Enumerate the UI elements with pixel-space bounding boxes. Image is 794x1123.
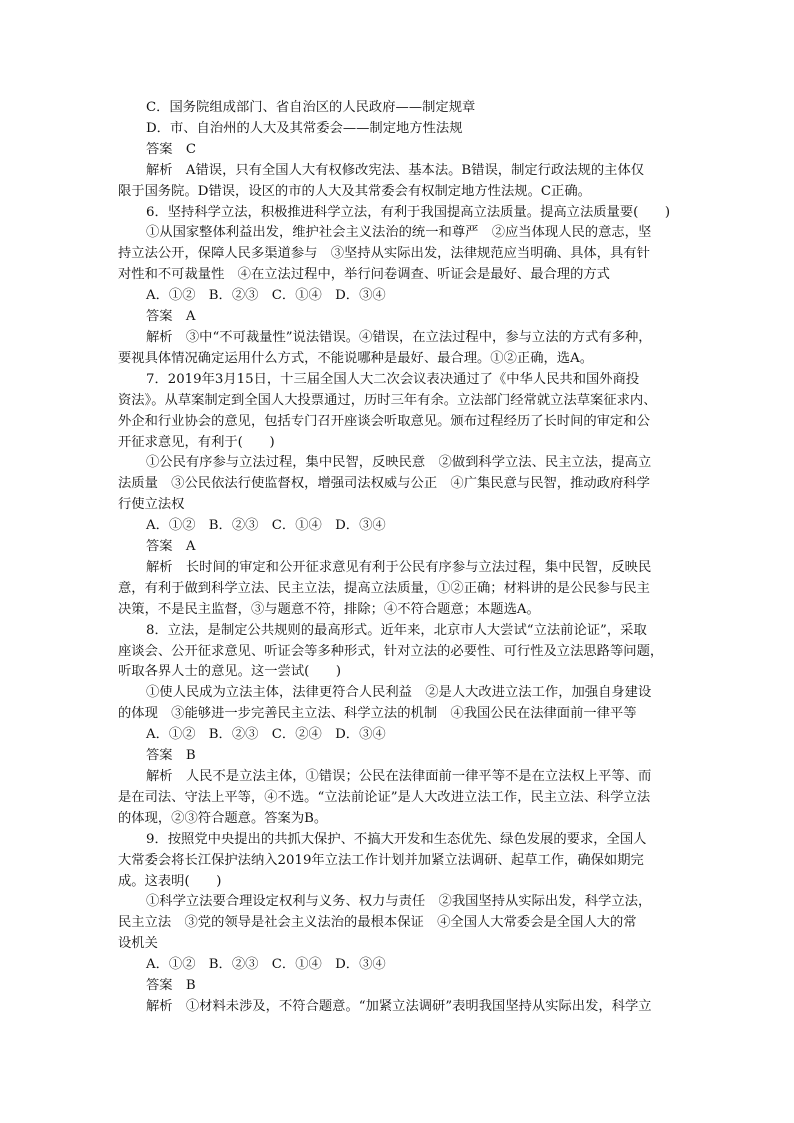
- question-7-statements: 行使立法权: [118, 497, 185, 513]
- question-7-options: A．①② B．②③ C．①④ D．③④: [146, 518, 386, 534]
- question-8-stem: 座谈会、公开征求意见、听证会等多种形式，针对立法的必要性、可行性及立法思路等问题，: [118, 643, 664, 659]
- question-7-analysis: 意，有利于做到科学立法、民主立法，提高立法质量，①②正确；材料讲的是公民参与民主: [118, 580, 650, 596]
- question-7-stem: 7．2019年3月15日，十三届全国人大二次会议表决通过了《中华人民共和国外商投: [146, 371, 640, 387]
- question-8-statements: 的体现 ③能够进一步完善民主立法、科学立法的机制 ④我国公民在法律面前一律平等: [118, 706, 637, 722]
- question-7-stem: 资法》。从草案制定到全国人大投票通过，历时三年有余。立法部门经常就立法草案征求内、: [118, 392, 657, 408]
- question-6-stem: 6．坚持科学立法，积极推进科学立法，有利于我国提高立法质量。提高立法质量要( ): [146, 204, 671, 220]
- question-9-statements: 民主立法 ③党的领导是社会主义法治的最根本保证 ④全国人大常委会是全国人大的常: [118, 915, 637, 931]
- analysis-line: 解析 A错误，只有全国人大有权修改宪法、基本法。B错误，制定行政法规的主体仅: [146, 162, 645, 178]
- question-9-stem: 9．按照党中央提出的共抓大保护、不搞大开发和生态优先、绿色发展的要求，全国人: [146, 831, 647, 847]
- question-8-statements: ①使人民成为立法主体，法律更符合人民利益 ②是人大改进立法工作，加强自身建设: [146, 685, 652, 701]
- question-9-statements: ①科学立法要合理设定权利与义务、权力与责任 ②我国坚持从实际出发，科学立法，: [146, 894, 652, 910]
- question-7-answer: 答案 A: [146, 539, 196, 555]
- question-8-answer: 答案 B: [146, 748, 196, 764]
- question-9-statements: 设机关: [118, 936, 158, 952]
- question-8-stem: 8．立法，是制定公共规则的最高形式。近年来，北京市人大尝试“立法前论证”，采取: [146, 622, 647, 638]
- question-6-answer: 答案 A: [146, 309, 196, 325]
- option-d: D．市、自治州的人大及其常委会——制定地方性法规: [146, 120, 463, 136]
- document-page: [118, 98, 678, 1018]
- question-7-analysis: 决策，不是民主监督，③与题意不符，排除；④不符合题意；本题选A。: [118, 601, 540, 617]
- question-9-answer: 答案 B: [146, 978, 196, 994]
- question-7-stem: 开征求意见，有利于( ): [118, 434, 275, 450]
- answer-line: 答案 C: [146, 141, 197, 157]
- question-7-statements: ①公民有序参与立法过程，集中民智，反映民意 ②做到科学立法、民主立法，提高立: [146, 455, 652, 471]
- question-8-stem: 听取各界人士的意见。这一尝试( ): [118, 664, 342, 680]
- question-6-statements: 对性和不可裁量性 ④在立法过程中，举行问卷调查、听证会是最好、最合理的方式: [118, 267, 610, 283]
- question-6-analysis: 解析 ③中“不可裁量性”说法错误。④错误，在立法过程中，参与立法的方式有多种，: [146, 329, 652, 345]
- question-8-analysis: 解析 人民不是立法主体，①错误；公民在法律面前一律平等不是在立法权上平等、而: [146, 769, 652, 784]
- question-9-stem: 成。这表明( ): [118, 873, 222, 889]
- question-6-statements: ①从国家整体利益出发，维护社会主义法治的统一和尊严 ②应当体现人民的意志，坚: [146, 225, 652, 241]
- question-7-analysis: 解析 长时间的审定和公开征求意见有利于公民有序参与立法过程，集中民智，反映民: [146, 559, 652, 575]
- question-7-statements: 法质量 ③公民依法行使监督权，增强司法权威与公正 ④广集民意与民智，推动政府科学: [118, 476, 650, 492]
- question-8-analysis: 是在司法、守法上平等，④不选。“立法前论证”是人大改进立法工作，民主立法、科学立法: [118, 789, 651, 805]
- question-6-statements: 持立法公开，保障人民多渠道参与 ③坚持从实际出发，法律规范应当明确、具体，具有针: [118, 246, 650, 262]
- question-9-stem: 大常委会将长江保护法纳入2019年立法工作计划并加紧立法调研、起草工作，确保如期完: [118, 852, 644, 868]
- question-6-analysis: 要视具体情况确定运用什么方式，不能说哪种是最好、最合理。①②正确，选A。: [118, 350, 593, 366]
- question-8-analysis: 的体现，②③符合题意。答案为B。: [118, 810, 328, 826]
- question-6-options: A．①② B．②③ C．①④ D．③④: [146, 288, 386, 304]
- question-8-options: A．①② B．②③ C．②④ D．③④: [146, 727, 386, 743]
- question-9-options: A．①② B．②③ C．①④ D．③④: [146, 957, 386, 973]
- question-7-stem: 外企和行业协会的意见，包括专门召开座谈会听取意见。颁布过程经历了长时间的审定和公: [118, 413, 650, 429]
- analysis-line: 限于国务院。D错误，设区的市的人大及其常委会有权制定地方性法规。C正确。: [118, 183, 591, 199]
- option-c: C．国务院组成部门、省自治区的人民政府——制定规章: [146, 100, 476, 115]
- question-9-analysis: 解析 ①材料未涉及，不符合题意。“加紧立法调研”表明我国坚持从实际出发，科学立: [146, 998, 652, 1014]
